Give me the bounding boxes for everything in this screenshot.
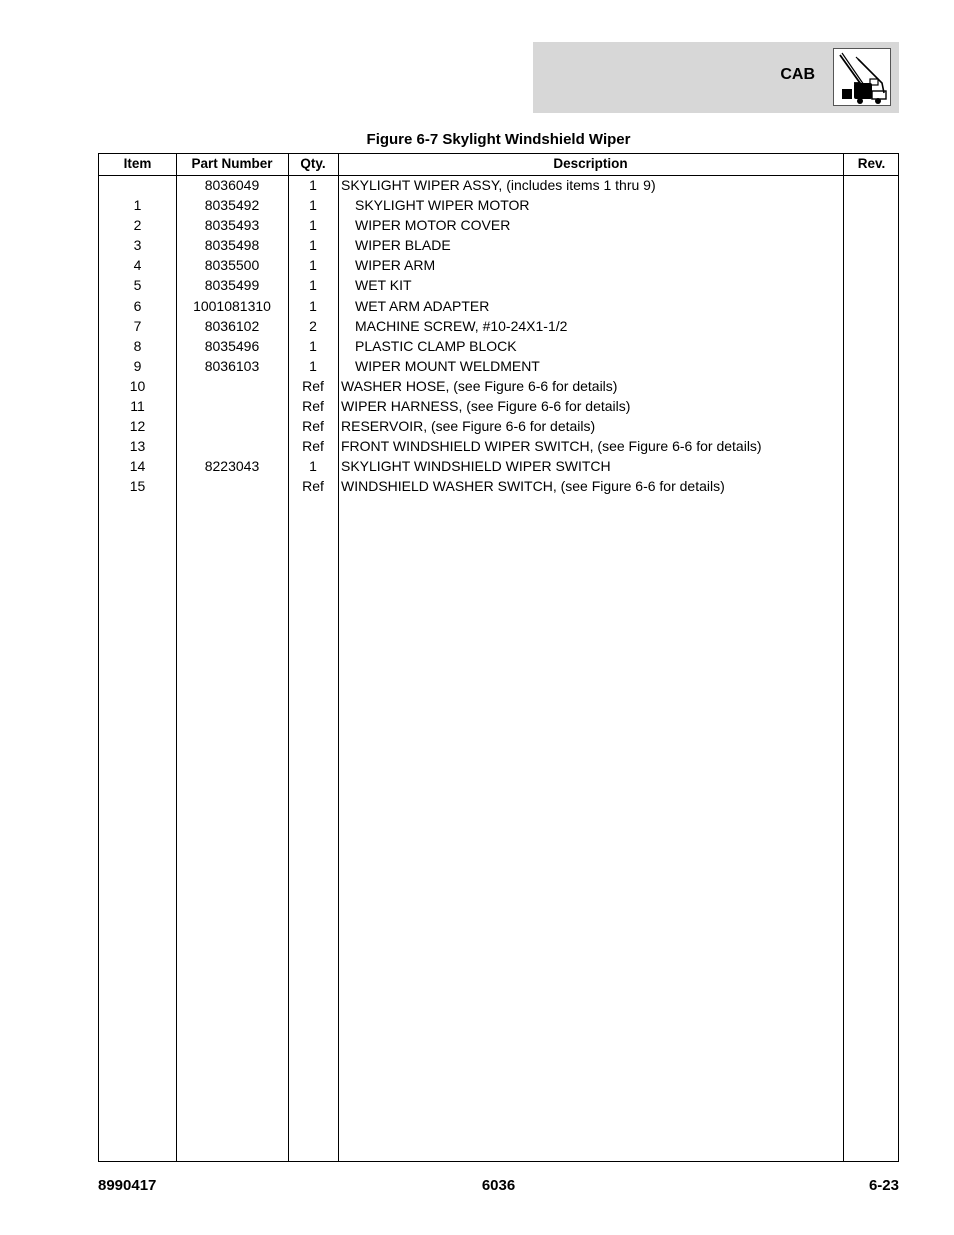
- item-cell: 3: [133, 237, 142, 254]
- table-row: [99, 235, 898, 255]
- footer-page-number: 6-23: [868, 1177, 899, 1194]
- qty-cell: Ref: [302, 398, 324, 415]
- item-cell: 10: [129, 377, 146, 394]
- qty-cell: 1: [309, 197, 317, 214]
- table-row: [99, 456, 898, 476]
- part-number-cell: 8035496: [204, 337, 260, 354]
- item-cell: 1: [133, 197, 142, 214]
- part-number-cell: 8035499: [204, 277, 260, 294]
- item-cell: 14: [129, 458, 146, 475]
- item-cell: 11: [130, 398, 145, 415]
- item-cell: 12: [129, 418, 146, 435]
- item-cell: 6: [133, 297, 142, 314]
- table-row: [99, 215, 898, 235]
- table-row: [99, 275, 898, 295]
- part-number-cell: 8035498: [204, 237, 260, 254]
- qty-cell: Ref: [302, 438, 324, 455]
- qty-cell: 1: [309, 337, 317, 354]
- description-cell: SKYLIGHT WIPER MOTOR: [355, 197, 530, 214]
- item-cell: 2: [133, 217, 142, 234]
- table-row: [99, 416, 898, 436]
- part-number-cell: 8036103: [204, 357, 260, 374]
- item-cell: 4: [133, 257, 142, 274]
- column-header-item: Item: [123, 156, 152, 171]
- figure-title: Figure 6-7 Skylight Windshield Wiper: [366, 131, 631, 148]
- table-row: [99, 175, 898, 195]
- parts-table: [98, 153, 899, 1162]
- table-row: [99, 255, 898, 275]
- qty-cell: Ref: [302, 377, 324, 394]
- qty-cell: 1: [309, 237, 317, 254]
- part-number-cell: 8036049: [204, 177, 260, 193]
- description-cell: FRONT WINDSHIELD WIPER SWITCH, (see Figure 6-6 for details): [341, 438, 762, 455]
- table-body: [99, 175, 898, 497]
- table-row: [99, 396, 898, 416]
- item-cell: 9: [133, 357, 142, 374]
- part-number-cell: 1001081310: [193, 297, 271, 314]
- item-cell: 7: [133, 317, 142, 334]
- description-cell: WASHER HOSE, (see Figure 6-6 for details): [341, 377, 618, 394]
- qty-cell: 1: [309, 277, 317, 294]
- part-number-cell: 8036102: [204, 317, 260, 334]
- table-row: [99, 476, 898, 496]
- table-row: [99, 376, 898, 396]
- table-row: [99, 316, 898, 336]
- description-cell: WET ARM ADAPTER: [355, 297, 490, 314]
- table-row: [99, 195, 898, 215]
- qty-cell: Ref: [302, 418, 324, 435]
- part-number-cell: 8035493: [204, 217, 260, 234]
- qty-cell: 1: [309, 357, 317, 374]
- description-cell: WIPER HARNESS, (see Figure 6-6 for details): [341, 398, 631, 415]
- qty-cell: 1: [309, 257, 317, 274]
- item-cell: 8: [133, 337, 142, 354]
- qty-cell: 1: [309, 458, 317, 475]
- qty-cell: 1: [309, 217, 317, 234]
- column-header-qty: Qty.: [300, 156, 326, 171]
- table-row: [99, 296, 898, 316]
- part-number-cell: 8035500: [204, 257, 260, 274]
- description-cell: SKYLIGHT WINDSHIELD WIPER SWITCH: [341, 458, 611, 475]
- table-row: [99, 356, 898, 376]
- description-cell: WIPER MOTOR COVER: [355, 217, 511, 234]
- description-cell: MACHINE SCREW, #10-24X1-1/2: [355, 317, 568, 334]
- description-cell: WINDSHIELD WASHER SWITCH, (see Figure 6-6 for details): [341, 478, 725, 495]
- description-cell: RESERVOIR, (see Figure 6-6 for details): [341, 418, 596, 435]
- footer-document-number: 8990417: [98, 1177, 157, 1194]
- qty-cell: 1: [309, 297, 317, 314]
- item-cell: 5: [133, 277, 142, 294]
- column-header-rev: Rev.: [857, 156, 886, 171]
- part-number-cell: 8223043: [204, 458, 260, 475]
- item-cell: 13: [129, 438, 146, 455]
- section-tab: [533, 42, 899, 113]
- skid-steer-loader-icon: [833, 48, 891, 106]
- qty-cell: 2: [309, 317, 317, 334]
- description-cell: SKYLIGHT WIPER ASSY, (includes items 1 thru 9): [341, 177, 656, 193]
- column-header-part-number: Part Number: [191, 156, 273, 171]
- description-cell: WET KIT: [355, 277, 412, 294]
- description-cell: WIPER MOUNT WELDMENT: [355, 357, 540, 374]
- qty-cell: Ref: [302, 478, 324, 495]
- section-title: CAB: [780, 66, 815, 83]
- column-header-description: Description: [553, 156, 628, 171]
- description-cell: PLASTIC CLAMP BLOCK: [355, 337, 517, 354]
- table-row: [99, 436, 898, 456]
- qty-cell: 1: [309, 177, 317, 193]
- description-cell: WIPER ARM: [355, 257, 436, 274]
- footer-model: 6036: [481, 1177, 516, 1194]
- table-row: [99, 336, 898, 356]
- description-cell: WIPER BLADE: [355, 237, 451, 254]
- item-cell: 15: [129, 478, 146, 495]
- part-number-cell: 8035492: [204, 197, 260, 214]
